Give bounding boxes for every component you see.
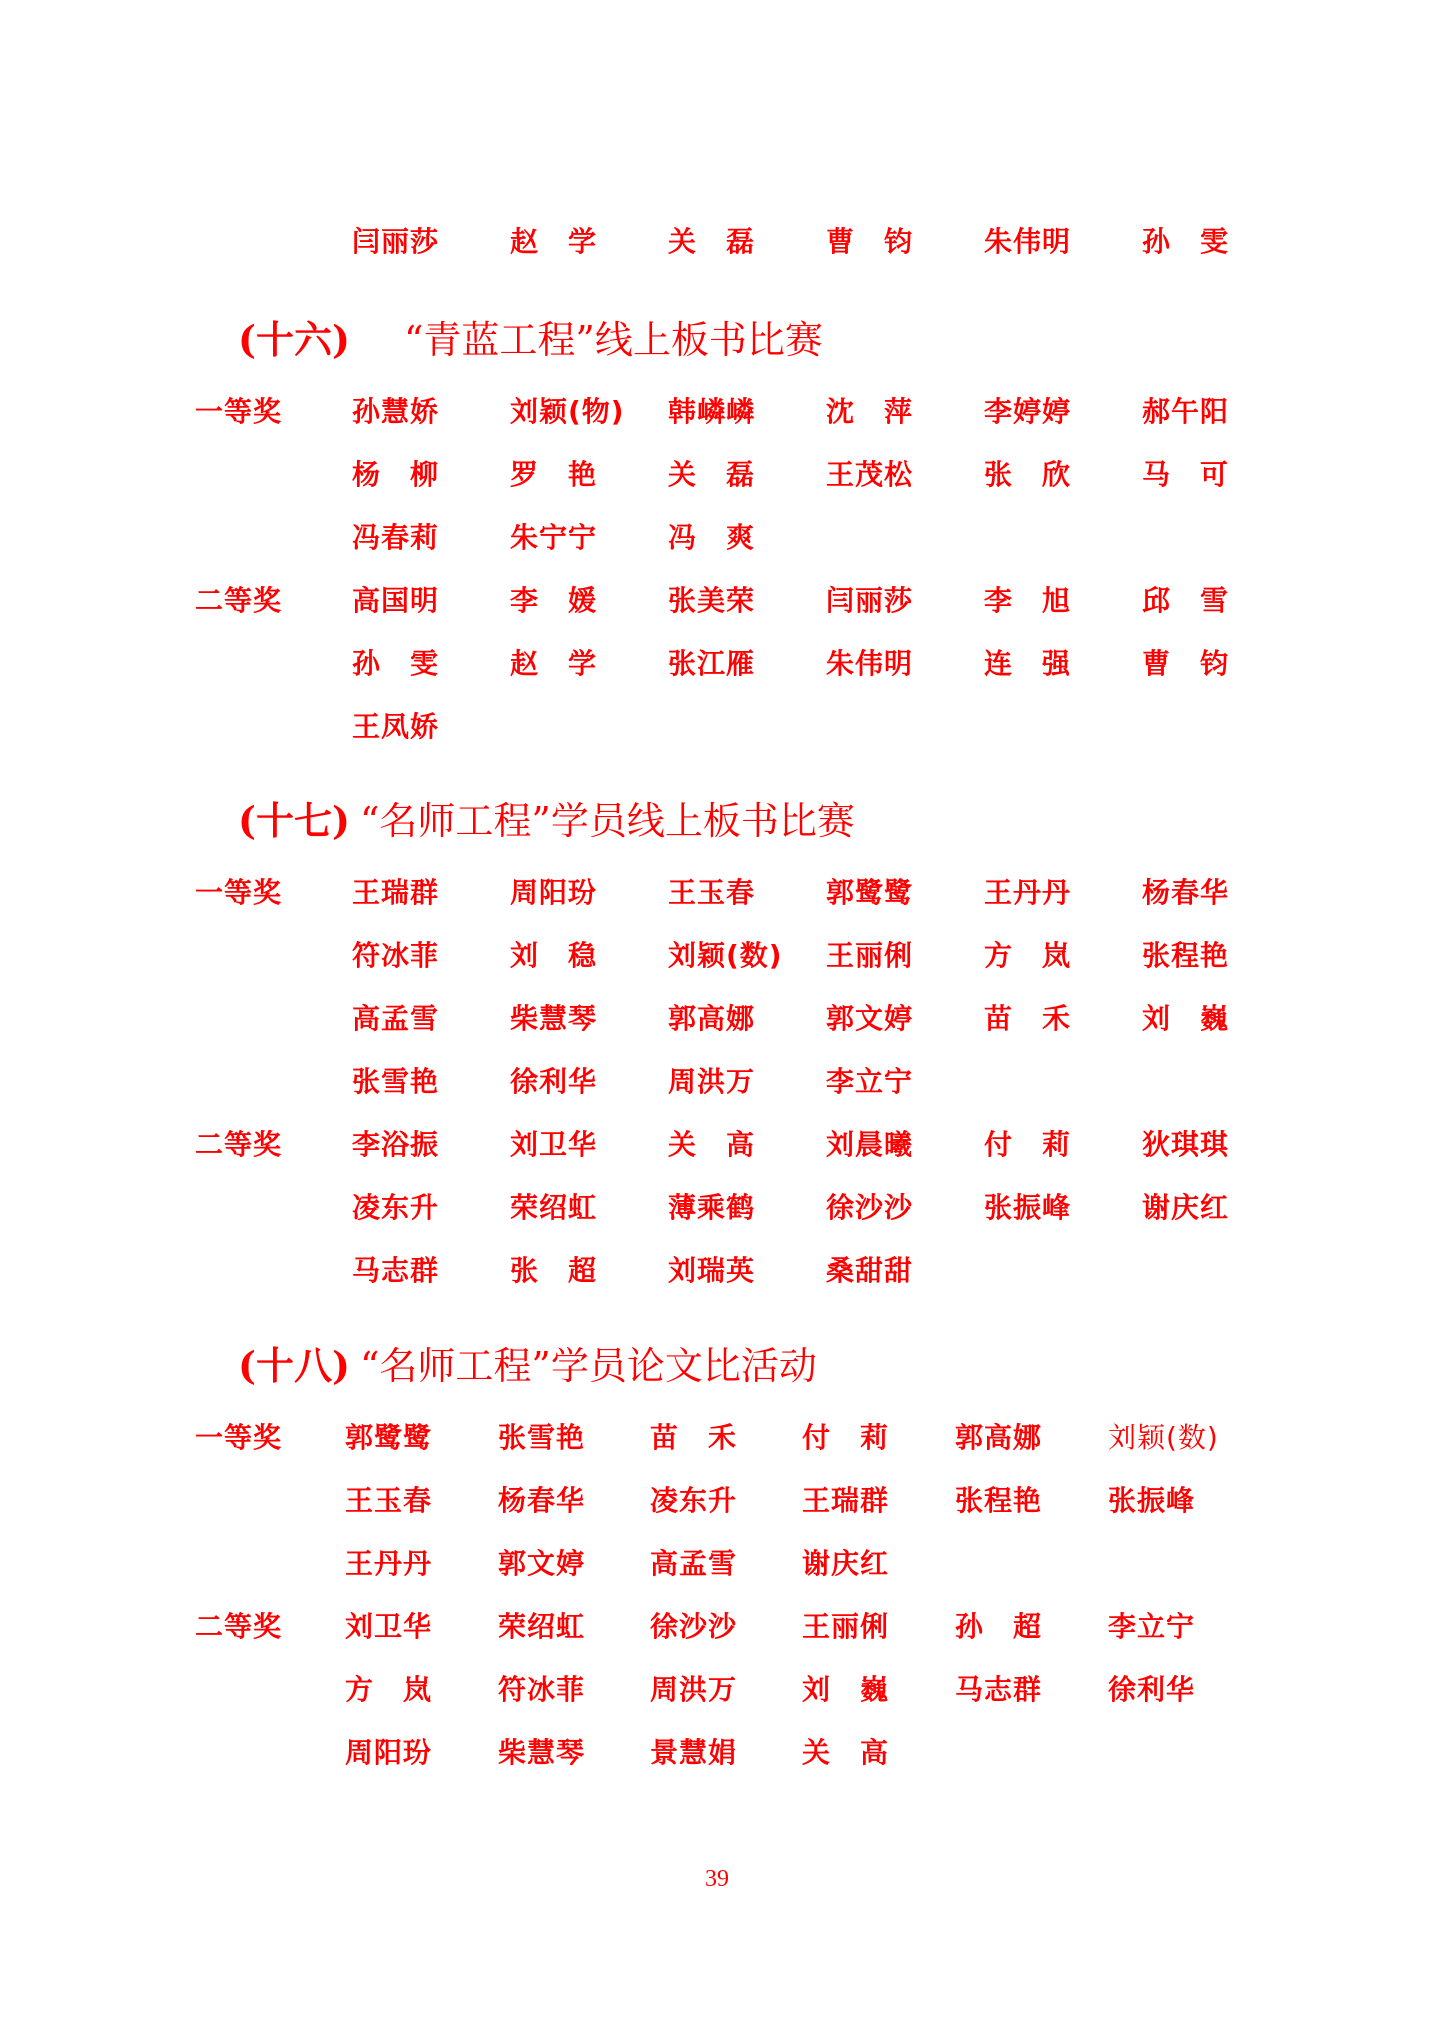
name-cell: 谢庆红 bbox=[802, 1547, 890, 1580]
name-cell: 孙慧娇 bbox=[352, 395, 440, 428]
award-row bbox=[0, 1544, 1434, 1594]
name-cell: 薄乘鹤 bbox=[668, 1191, 756, 1224]
name-cell: 刘 巍 bbox=[1142, 1002, 1230, 1035]
name-cell: 王茂松 bbox=[826, 458, 914, 491]
name-cell: 周洪万 bbox=[668, 1065, 756, 1098]
section-heading bbox=[238, 315, 823, 365]
name-cell: 张雪艳 bbox=[352, 1065, 440, 1098]
section-heading bbox=[238, 796, 855, 846]
award-row bbox=[0, 455, 1434, 505]
name-cell: 关 磊 bbox=[668, 225, 756, 258]
name-cell: 桑甜甜 bbox=[826, 1254, 914, 1287]
name-cell: 杨春华 bbox=[1142, 876, 1230, 909]
award-row bbox=[0, 518, 1434, 568]
section-title: “青蓝工程”线上板书比赛 bbox=[403, 318, 823, 362]
name-cell: 邱 雪 bbox=[1142, 584, 1230, 617]
name-cell: 赵 学 bbox=[510, 225, 598, 258]
award-label: 一等奖 bbox=[195, 395, 283, 428]
name-cell: 关 高 bbox=[668, 1128, 756, 1161]
name-cell: 付 莉 bbox=[802, 1421, 890, 1454]
name-cell: 王丹丹 bbox=[984, 876, 1072, 909]
award-row bbox=[0, 936, 1434, 986]
name-cell: 朱伟明 bbox=[984, 225, 1072, 258]
name-cell: 张江雁 bbox=[668, 647, 756, 680]
name-cell: 张振峰 bbox=[1108, 1484, 1196, 1517]
name-cell: 景慧娟 bbox=[650, 1736, 738, 1769]
name-cell: 韩嶙嶙 bbox=[668, 395, 756, 428]
name-cell: 谢庆红 bbox=[1142, 1191, 1230, 1224]
name-cell: 刘卫华 bbox=[345, 1610, 433, 1643]
name-cell: 闫丽莎 bbox=[826, 584, 914, 617]
page-number: 39 bbox=[705, 1866, 729, 1892]
name-cell: 郭文婷 bbox=[498, 1547, 586, 1580]
name-cell: 马志群 bbox=[352, 1254, 440, 1287]
name-cell: 周阳玢 bbox=[345, 1736, 433, 1769]
name-cell: 方 岚 bbox=[345, 1673, 433, 1706]
name-cell: 周阳玢 bbox=[510, 876, 598, 909]
name-cell: 关 磊 bbox=[668, 458, 756, 491]
name-cell: 苗 禾 bbox=[984, 1002, 1072, 1035]
section-number: (十八) bbox=[238, 1343, 350, 1388]
award-label: 一等奖 bbox=[195, 1421, 283, 1454]
name-cell: 王丹丹 bbox=[345, 1547, 433, 1580]
award-row bbox=[0, 1062, 1434, 1112]
section-number: (十六) bbox=[238, 317, 350, 362]
name-cell: 郭高娜 bbox=[668, 1002, 756, 1035]
name-cell: 徐沙沙 bbox=[826, 1191, 914, 1224]
name-cell: 郝午阳 bbox=[1142, 395, 1230, 428]
name-cell: 朱宁宁 bbox=[510, 521, 598, 554]
award-label: 二等奖 bbox=[195, 1128, 283, 1161]
continuation-row bbox=[0, 222, 1434, 272]
name-cell: 张 欣 bbox=[984, 458, 1072, 491]
name-cell: 荣绍虹 bbox=[510, 1191, 598, 1224]
section-heading bbox=[238, 1341, 817, 1391]
name-cell: 王丽俐 bbox=[802, 1610, 890, 1643]
name-cell: 方 岚 bbox=[984, 939, 1072, 972]
name-cell: 李立宁 bbox=[1108, 1610, 1196, 1643]
name-cell: 李立宁 bbox=[826, 1065, 914, 1098]
name-cell: 张振峰 bbox=[984, 1191, 1072, 1224]
section-number: (十七) bbox=[238, 798, 350, 843]
name-cell: 苗 禾 bbox=[650, 1421, 738, 1454]
name-cell: 曹 钧 bbox=[1142, 647, 1230, 680]
name-cell: 高孟雪 bbox=[352, 1002, 440, 1035]
name-cell: 王瑞群 bbox=[352, 876, 440, 909]
name-cell: 高孟雪 bbox=[650, 1547, 738, 1580]
award-row bbox=[0, 1251, 1434, 1301]
name-cell: 郭文婷 bbox=[826, 1002, 914, 1035]
name-cell: 符冰菲 bbox=[498, 1673, 586, 1706]
name-cell: 郭高娜 bbox=[955, 1421, 1043, 1454]
name-cell: 徐利华 bbox=[1108, 1673, 1196, 1706]
name-cell: 郭鹭鹭 bbox=[345, 1421, 433, 1454]
name-cell: 荣绍虹 bbox=[498, 1610, 586, 1643]
name-cell: 狄琪琪 bbox=[1142, 1128, 1230, 1161]
name-cell: 高国明 bbox=[352, 584, 440, 617]
name-cell: 张美荣 bbox=[668, 584, 756, 617]
name-cell: 凌东升 bbox=[352, 1191, 440, 1224]
name-cell: 冯 爽 bbox=[668, 521, 756, 554]
name-cell: 张雪艳 bbox=[498, 1421, 586, 1454]
name-cell: 关 高 bbox=[802, 1736, 890, 1769]
name-cell: 徐利华 bbox=[510, 1065, 598, 1098]
name-cell: 刘卫华 bbox=[510, 1128, 598, 1161]
award-row bbox=[0, 392, 1434, 442]
name-cell: 赵 学 bbox=[510, 647, 598, 680]
name-cell: 马志群 bbox=[955, 1673, 1043, 1706]
award-row bbox=[0, 1733, 1434, 1783]
name-cell: 李 旭 bbox=[984, 584, 1072, 617]
name-cell: 马 可 bbox=[1142, 458, 1230, 491]
name-cell: 柴慧琴 bbox=[510, 1002, 598, 1035]
name-cell: 沈 萍 bbox=[826, 395, 914, 428]
name-cell: 刘 巍 bbox=[802, 1673, 890, 1706]
name-cell: 王丽俐 bbox=[826, 939, 914, 972]
name-cell: 王玉春 bbox=[345, 1484, 433, 1517]
name-cell: 张程艳 bbox=[1142, 939, 1230, 972]
name-cell: 杨 柳 bbox=[352, 458, 440, 491]
name-cell: 孙 雯 bbox=[1142, 225, 1230, 258]
name-cell: 连 强 bbox=[984, 647, 1072, 680]
name-cell: 柴慧琴 bbox=[498, 1736, 586, 1769]
award-row bbox=[0, 707, 1434, 757]
award-row bbox=[0, 1481, 1434, 1531]
name-cell: 刘颖(数) bbox=[1108, 1421, 1219, 1454]
name-cell: 付 莉 bbox=[984, 1128, 1072, 1161]
award-label: 二等奖 bbox=[195, 1610, 283, 1643]
name-cell: 罗 艳 bbox=[510, 458, 598, 491]
name-cell: 刘颖(物) bbox=[510, 395, 625, 428]
name-cell: 闫丽莎 bbox=[352, 225, 440, 258]
name-cell: 刘颖(数) bbox=[668, 939, 783, 972]
name-cell: 曹 钧 bbox=[826, 225, 914, 258]
name-cell: 王瑞群 bbox=[802, 1484, 890, 1517]
name-cell: 杨春华 bbox=[498, 1484, 586, 1517]
award-label: 二等奖 bbox=[195, 584, 283, 617]
award-row bbox=[0, 644, 1434, 694]
name-cell: 李 媛 bbox=[510, 584, 598, 617]
name-cell: 孙 雯 bbox=[352, 647, 440, 680]
name-cell: 朱伟明 bbox=[826, 647, 914, 680]
name-cell: 刘瑞英 bbox=[668, 1254, 756, 1287]
award-row bbox=[0, 1188, 1434, 1238]
name-cell: 张 超 bbox=[510, 1254, 598, 1287]
name-cell: 王凤娇 bbox=[352, 710, 440, 743]
name-cell: 刘 稳 bbox=[510, 939, 598, 972]
name-cell: 凌东升 bbox=[650, 1484, 738, 1517]
award-label: 一等奖 bbox=[195, 876, 283, 909]
name-cell: 王玉春 bbox=[668, 876, 756, 909]
name-cell: 周洪万 bbox=[650, 1673, 738, 1706]
name-cell: 孙 超 bbox=[955, 1610, 1043, 1643]
award-row bbox=[0, 1418, 1434, 1468]
award-row bbox=[0, 581, 1434, 631]
section-title: “名师工程”学员线上板书比赛 bbox=[359, 799, 855, 843]
name-cell: 李婷婷 bbox=[984, 395, 1072, 428]
section-title: “名师工程”学员论文比活动 bbox=[359, 1344, 817, 1388]
name-cell: 张程艳 bbox=[955, 1484, 1043, 1517]
name-cell: 刘晨曦 bbox=[826, 1128, 914, 1161]
award-row bbox=[0, 1607, 1434, 1657]
award-row bbox=[0, 873, 1434, 923]
name-cell: 郭鹭鹭 bbox=[826, 876, 914, 909]
name-cell: 徐沙沙 bbox=[650, 1610, 738, 1643]
name-cell: 符冰菲 bbox=[352, 939, 440, 972]
name-cell: 李浴振 bbox=[352, 1128, 440, 1161]
award-row bbox=[0, 1670, 1434, 1720]
name-cell: 冯春莉 bbox=[352, 521, 440, 554]
award-row bbox=[0, 1125, 1434, 1175]
award-row bbox=[0, 999, 1434, 1049]
